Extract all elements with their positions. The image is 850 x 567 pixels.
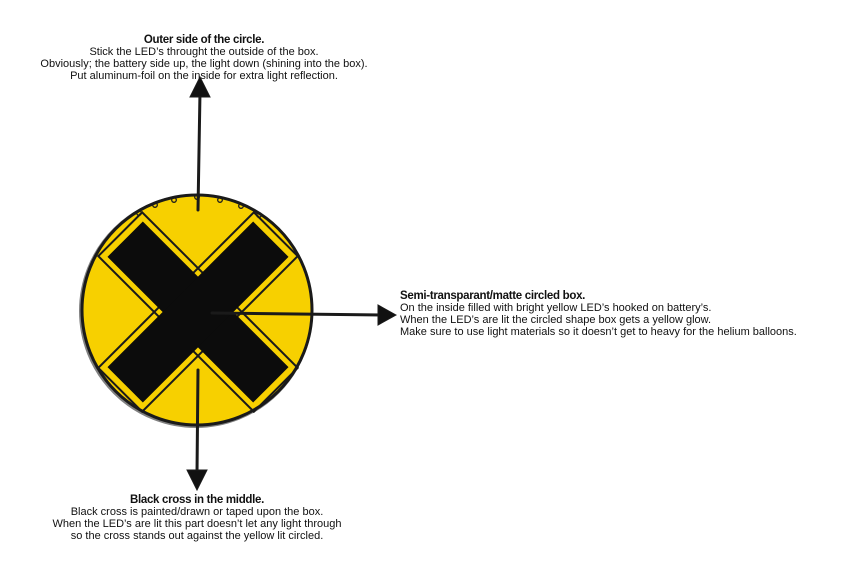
note-circled-box [400,290,797,338]
note-line: When the LED’s are lit the circled shape box gets a yellow glow. [400,314,712,326]
note-line: On the inside filled with bright yellow LED’s hooked on battery’s. [400,302,712,314]
note-line: Stick the LED’s throught the outside of the box. [89,46,319,58]
note-title: Semi-transparant/matte circled box. [400,290,586,302]
arrow-right-head [378,305,396,325]
arrow-right-shaft [212,313,382,315]
arrow-up-shaft [198,92,200,210]
note-line: so the cross stands out against the yellow lit circled. [70,530,324,542]
note-line: Obviously; the battery side up, the light down (shining into the box). [40,58,368,70]
note-outer-side [0,34,408,82]
arrow-down-shaft [197,370,198,474]
note-line: Black cross is painted/drawn or taped upon the box. [70,506,324,518]
note-line: When the LED’s are lit this part doesn’t let any light through [52,518,342,530]
note-line: Put aluminum-foil on the inside for extra light reflection. [70,70,338,82]
note-black-cross [0,494,394,542]
note-line: Make sure to use light materials so it doesn’t get to heavy for the helium balloons. [400,326,797,338]
note-title: Black cross in the middle. [129,494,265,506]
arrow-down-head [187,470,207,490]
note-title: Outer side of the circle. [143,34,265,46]
